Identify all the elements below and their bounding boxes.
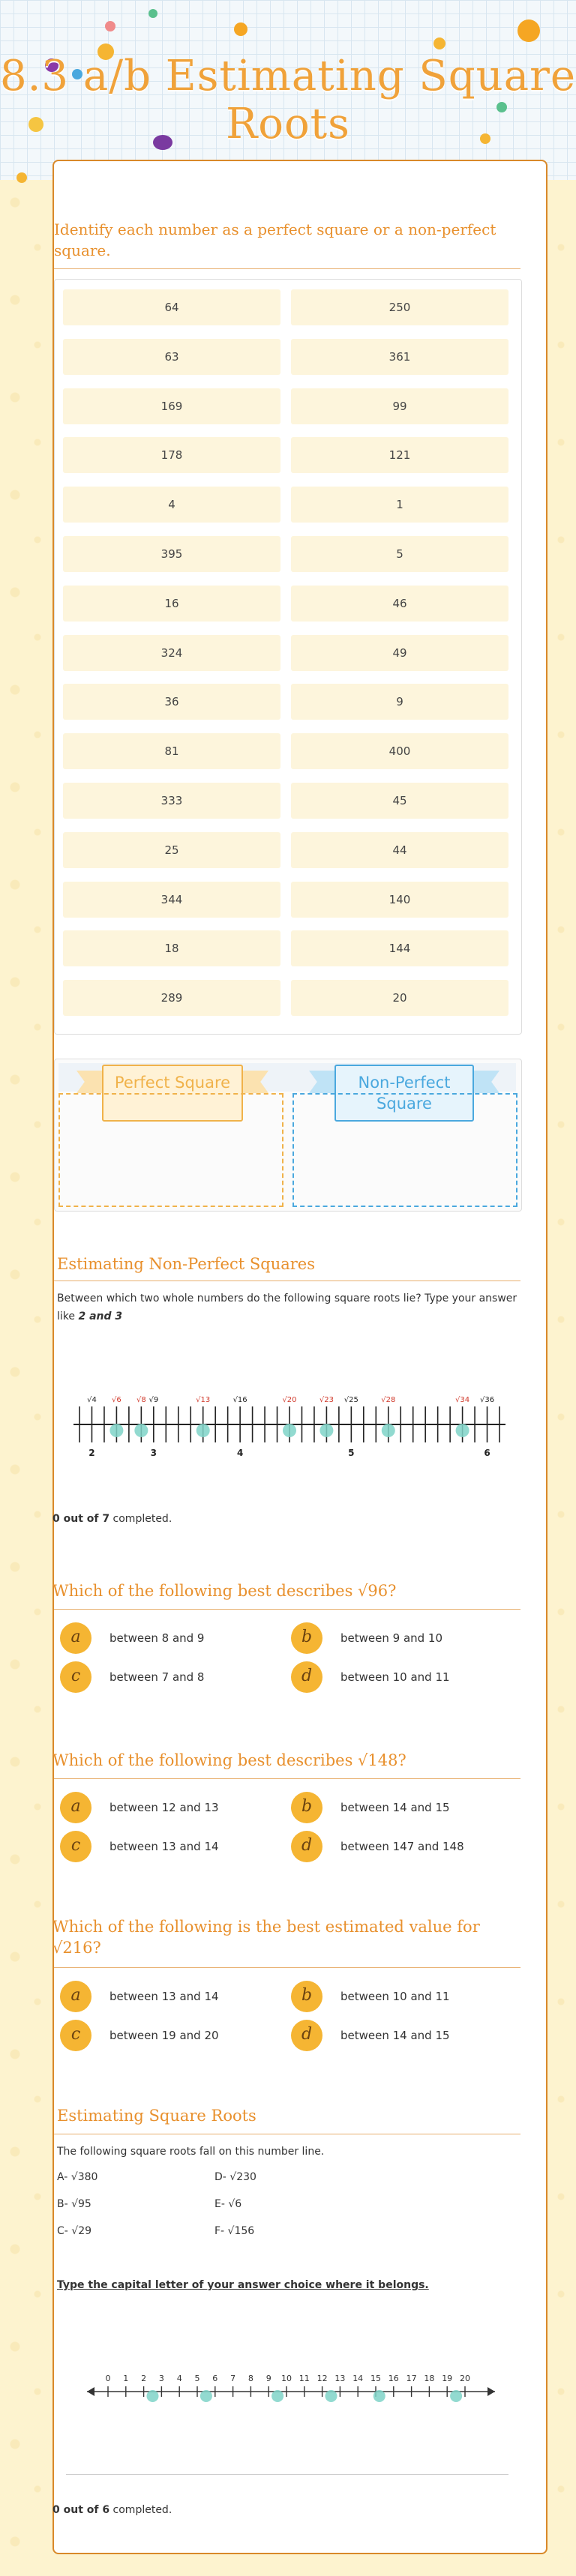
arrow-right-icon	[488, 2387, 495, 2396]
section2-instruction	[57, 1289, 522, 1325]
option-d-label[interactable]: between 147 and 148	[340, 1840, 464, 1853]
number-card[interactable]: 45	[291, 783, 508, 819]
whole-number-label: 6	[484, 1448, 490, 1458]
option-d-button[interactable]: d	[291, 1831, 322, 1862]
number-line-estimate[interactable]	[82, 2362, 502, 2414]
number-line-non-perfect[interactable]	[68, 1379, 510, 1469]
tick-label: 5	[194, 2374, 200, 2383]
number-card[interactable]: 25	[63, 832, 280, 868]
paint-dot	[234, 22, 248, 36]
tick-label: 8	[248, 2374, 254, 2383]
instruction-example: 2 and 3	[78, 1310, 123, 1322]
tick-label: 17	[406, 2374, 417, 2383]
paint-dot	[518, 19, 540, 42]
answer-choice: C- √29	[57, 2225, 92, 2237]
number-card[interactable]: 169	[63, 388, 280, 424]
section3-score	[52, 2501, 172, 2519]
option-a-button[interactable]: a	[60, 1981, 92, 2012]
number-card[interactable]: 81	[63, 733, 280, 769]
drop-target-dot	[196, 1424, 210, 1437]
number-card[interactable]: 44	[291, 832, 508, 868]
section3-intro: The following square roots fall on this number line.	[57, 2146, 325, 2158]
score-suffix: completed.	[110, 1513, 172, 1525]
tick-label: 3	[158, 2374, 164, 2383]
number-card[interactable]: 400	[291, 733, 508, 769]
paint-dot	[148, 9, 158, 18]
root-label: √36	[479, 1396, 495, 1404]
tick-label: 9	[266, 2374, 272, 2383]
option-b-label[interactable]: between 9 and 10	[340, 1631, 443, 1645]
tick-label: 0	[105, 2374, 111, 2383]
tick-label: 1	[123, 2374, 129, 2383]
root-label: √34	[455, 1396, 470, 1404]
number-card[interactable]: 144	[291, 930, 508, 966]
number-card[interactable]: 395	[63, 536, 280, 572]
drop-target-dot	[382, 1424, 395, 1437]
drop-target-dot	[450, 2390, 462, 2402]
number-card[interactable]: 16	[63, 586, 280, 622]
tick-label: 18	[424, 2374, 435, 2383]
answer-baseline	[66, 2474, 508, 2475]
option-b-label[interactable]: between 10 and 11	[340, 1990, 450, 2003]
score-count: 0 out of 6	[52, 2504, 110, 2516]
option-a-button[interactable]: a	[60, 1792, 92, 1823]
number-card[interactable]: 20	[291, 980, 508, 1016]
tick-label: 19	[442, 2374, 453, 2383]
number-card[interactable]: 18	[63, 930, 280, 966]
answer-choice: F- √156	[214, 2225, 255, 2237]
whole-number-label: 5	[348, 1448, 355, 1458]
root-label: √4	[87, 1396, 97, 1404]
number-card[interactable]: 63	[63, 339, 280, 375]
left-pattern	[0, 180, 52, 2576]
section3-heading: Estimating Square Roots	[57, 2107, 256, 2125]
whole-number-label: 4	[236, 1448, 244, 1458]
tick-label: 11	[298, 2374, 310, 2383]
option-c-button[interactable]: c	[60, 1661, 92, 1693]
non-perfect-square-label: Non-Perfect Square	[334, 1065, 474, 1122]
tick-label: 20	[460, 2374, 470, 2383]
tick-label: 12	[316, 2374, 328, 2383]
drop-target-dot	[147, 2390, 159, 2402]
tick-label: 16	[388, 2374, 399, 2383]
tick-label: 14	[352, 2374, 364, 2383]
arrow-left-icon	[87, 2387, 94, 2396]
tick-label: 6	[212, 2374, 218, 2383]
tick-label: 4	[176, 2374, 182, 2383]
drop-target-dot	[110, 1424, 123, 1437]
root-label: √28	[381, 1396, 396, 1404]
number-card[interactable]: 333	[63, 783, 280, 819]
question1-text: Which of the following best describes √96?	[52, 1582, 397, 1600]
number-card[interactable]: 361	[291, 339, 508, 375]
number-card[interactable]: 36	[63, 684, 280, 720]
page-title: 8.3 a/b Estimating Square Roots	[0, 52, 576, 148]
number-card[interactable]: 4	[63, 487, 280, 523]
option-d-button[interactable]: d	[291, 2020, 322, 2051]
perfect-square-label: Perfect Square	[102, 1065, 243, 1122]
answer-choice: A- √380	[57, 2171, 98, 2183]
section3-instruction: Type the capital letter of your answer choice where it belongs.	[57, 2279, 429, 2291]
answer-choice: E- √6	[214, 2198, 242, 2210]
instruction-text: Between which two whole numbers do the following square roots lie? Type your answer like	[57, 1292, 518, 1322]
option-a-button[interactable]: a	[60, 1622, 92, 1654]
tick-label: 7	[230, 2374, 236, 2383]
divider	[54, 1778, 520, 1779]
option-c-label[interactable]: between 13 and 14	[110, 1840, 219, 1853]
root-label: √20	[282, 1396, 297, 1404]
drop-target-dot	[456, 1424, 470, 1437]
root-label: √6	[112, 1396, 122, 1404]
paint-dot	[105, 21, 116, 31]
divider	[54, 1967, 520, 1968]
root-label: √13	[196, 1396, 211, 1404]
drop-target-dot	[134, 1424, 148, 1437]
perfect-square-drop-zone[interactable]	[58, 1093, 284, 1207]
option-a-label[interactable]: between 12 and 13	[110, 1801, 219, 1814]
number-card[interactable]: 64	[63, 289, 280, 325]
number-card[interactable]: 140	[291, 882, 508, 918]
answer-choice: B- √95	[57, 2198, 92, 2210]
section2-heading: Estimating Non-Perfect Squares	[57, 1255, 315, 1273]
drop-target-dot	[272, 2390, 284, 2402]
number-card[interactable]: 99	[291, 388, 508, 424]
option-c-label[interactable]: between 7 and 8	[110, 1670, 205, 1684]
number-card[interactable]: 289	[63, 980, 280, 1016]
paint-dot	[434, 37, 446, 49]
section1-heading: Identify each number as a perfect square or a non-perfect square.	[54, 220, 496, 259]
option-d-label[interactable]: between 10 and 11	[340, 1670, 450, 1684]
number-card[interactable]: 250	[291, 289, 508, 325]
non-perfect-square-drop-zone[interactable]	[292, 1093, 518, 1207]
divider	[54, 1609, 520, 1610]
whole-number-label: 3	[150, 1448, 158, 1458]
tick-label: 10	[281, 2374, 292, 2383]
number-card[interactable]: 1	[291, 487, 508, 523]
tick-label: 13	[334, 2374, 346, 2383]
option-b-button[interactable]: b	[291, 1981, 322, 2012]
paint-dot	[16, 172, 27, 183]
drop-target-dot	[326, 2390, 338, 2402]
drop-target-dot	[283, 1424, 296, 1437]
section2-score	[52, 1510, 172, 1528]
number-card[interactable]: 5	[291, 536, 508, 572]
root-label: √9	[148, 1396, 159, 1404]
score-suffix: completed.	[110, 2504, 172, 2516]
number-card[interactable]: 178	[63, 437, 280, 473]
option-b-label[interactable]: between 14 and 15	[340, 1801, 450, 1814]
drop-target-dot	[320, 1424, 333, 1437]
number-card[interactable]: 324	[63, 635, 280, 671]
answer-choice: D- √230	[214, 2171, 256, 2183]
option-c-button[interactable]: c	[60, 1831, 92, 1862]
score-count: 0 out of 7	[52, 1513, 110, 1525]
root-label: √23	[319, 1396, 334, 1404]
root-label: √16	[232, 1396, 248, 1404]
option-a-label[interactable]: between 13 and 14	[110, 1990, 219, 2003]
tick-label: 2	[141, 2374, 147, 2383]
number-card[interactable]: 344	[63, 882, 280, 918]
option-c-label[interactable]: between 19 and 20	[110, 2029, 219, 2042]
drop-target-dot	[200, 2390, 212, 2402]
option-c-button[interactable]: c	[60, 2020, 92, 2051]
option-a-label[interactable]: between 8 and 9	[110, 1631, 205, 1645]
divider	[54, 268, 520, 269]
number-card[interactable]: 49	[291, 635, 508, 671]
number-card[interactable]: 46	[291, 586, 508, 622]
option-b-button[interactable]: b	[291, 1622, 322, 1654]
option-b-button[interactable]: b	[291, 1792, 322, 1823]
option-d-button[interactable]: d	[291, 1661, 322, 1693]
tick-label: 15	[370, 2374, 381, 2383]
question3-text: Which of the following is the best estimated value for √216?	[52, 1918, 480, 1957]
whole-number-label: 2	[88, 1448, 95, 1458]
question2-text: Which of the following best describes √148?	[52, 1751, 406, 1769]
root-label: √25	[344, 1396, 358, 1404]
number-card[interactable]: 9	[291, 684, 508, 720]
number-card[interactable]: 121	[291, 437, 508, 473]
drop-target-dot	[374, 2390, 386, 2402]
option-d-label[interactable]: between 14 and 15	[340, 2029, 450, 2042]
root-label: √8	[136, 1396, 146, 1404]
